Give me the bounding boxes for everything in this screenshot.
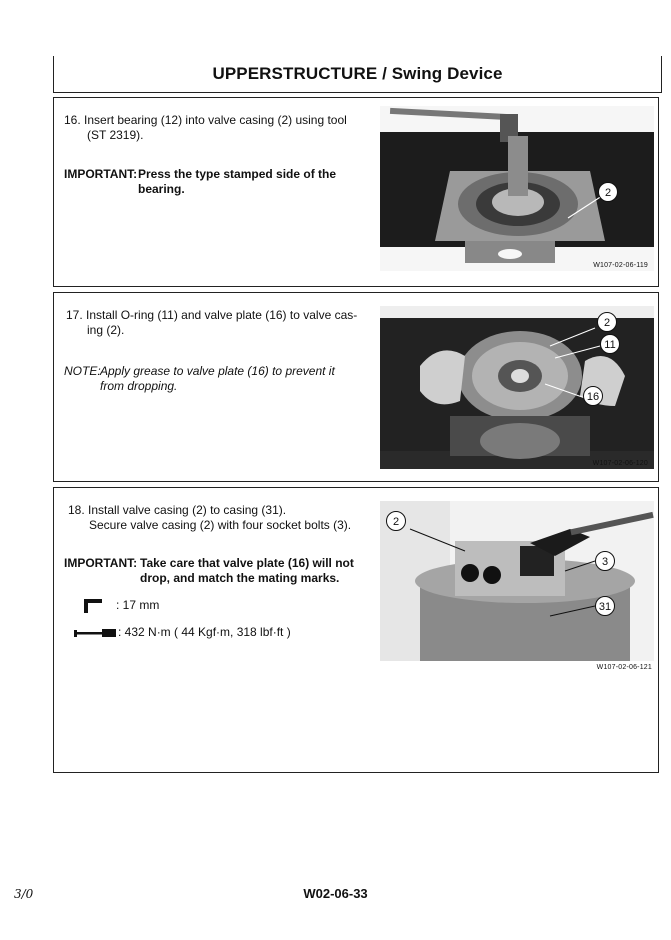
callout-31: 31 bbox=[595, 596, 615, 616]
step-17-section bbox=[53, 292, 659, 482]
valve-casing-install-illustration bbox=[380, 501, 654, 661]
callout-3: 3 bbox=[595, 551, 615, 571]
step-18-line1: 18. Install valve casing (2) to casing (31). bbox=[68, 503, 287, 517]
step-16-line1: 16. Insert bearing (12) into valve casing (2) using tool bbox=[64, 113, 347, 127]
torque-spec: : 432 N·m ( 44 Kgf·m, 318 lbf·ft ) bbox=[118, 625, 291, 639]
step-16-line2: (ST 2319). bbox=[87, 128, 144, 142]
header-frame bbox=[53, 56, 662, 93]
callout-2: 2 bbox=[598, 182, 618, 202]
step-17-line1: 17. Install O-ring (11) and valve plate (16) to valve cas- bbox=[66, 308, 358, 322]
figure-caption: W107-02-06-121 bbox=[596, 664, 652, 671]
page-number: W02-06-33 bbox=[303, 886, 368, 901]
step-18-line2: Secure valve casing (2) with four socket bolts (3). bbox=[89, 518, 352, 532]
figure-caption: W107-02-06-119 bbox=[593, 262, 648, 269]
step-16-section bbox=[53, 97, 659, 287]
wrench-size: : 17 mm bbox=[116, 598, 160, 612]
callout-16: 16 bbox=[583, 386, 603, 406]
step-16-important-line1: Press the type stamped side of the bbox=[138, 167, 337, 181]
torque-wrench-icon bbox=[74, 626, 118, 644]
callout-2: 2 bbox=[597, 312, 617, 332]
step-17-note-line2: from dropping. bbox=[100, 379, 178, 393]
callout-2: 2 bbox=[386, 511, 406, 531]
step-16-photo bbox=[380, 106, 654, 271]
step-18-photo bbox=[380, 501, 654, 661]
step-18-important-line1: Take care that valve plate (16) will not bbox=[140, 556, 354, 570]
socket-wrench-icon bbox=[82, 596, 104, 619]
figure-caption: W107-02-06-120 bbox=[592, 460, 648, 467]
step-16-important-line2: bearing. bbox=[138, 182, 185, 196]
step-16-important-label: IMPORTANT: bbox=[64, 167, 138, 181]
step-17-line2: ing (2). bbox=[87, 323, 125, 337]
step-17-note-line1: Apply grease to valve plate (16) to prevent it bbox=[100, 364, 335, 378]
step-18-important-label: IMPORTANT: bbox=[64, 556, 138, 570]
page-title: UPPERSTRUCTURE / Swing Device bbox=[212, 64, 503, 83]
step-17-photo bbox=[380, 306, 654, 469]
step-18-section bbox=[53, 487, 659, 773]
step-18-important-line2: drop, and match the mating marks. bbox=[140, 571, 340, 585]
step-17-note-label: NOTE: bbox=[64, 364, 101, 378]
callout-11: 11 bbox=[600, 334, 620, 354]
valve-plate-illustration bbox=[380, 306, 654, 469]
handwritten-note: 3/0 bbox=[14, 887, 34, 901]
